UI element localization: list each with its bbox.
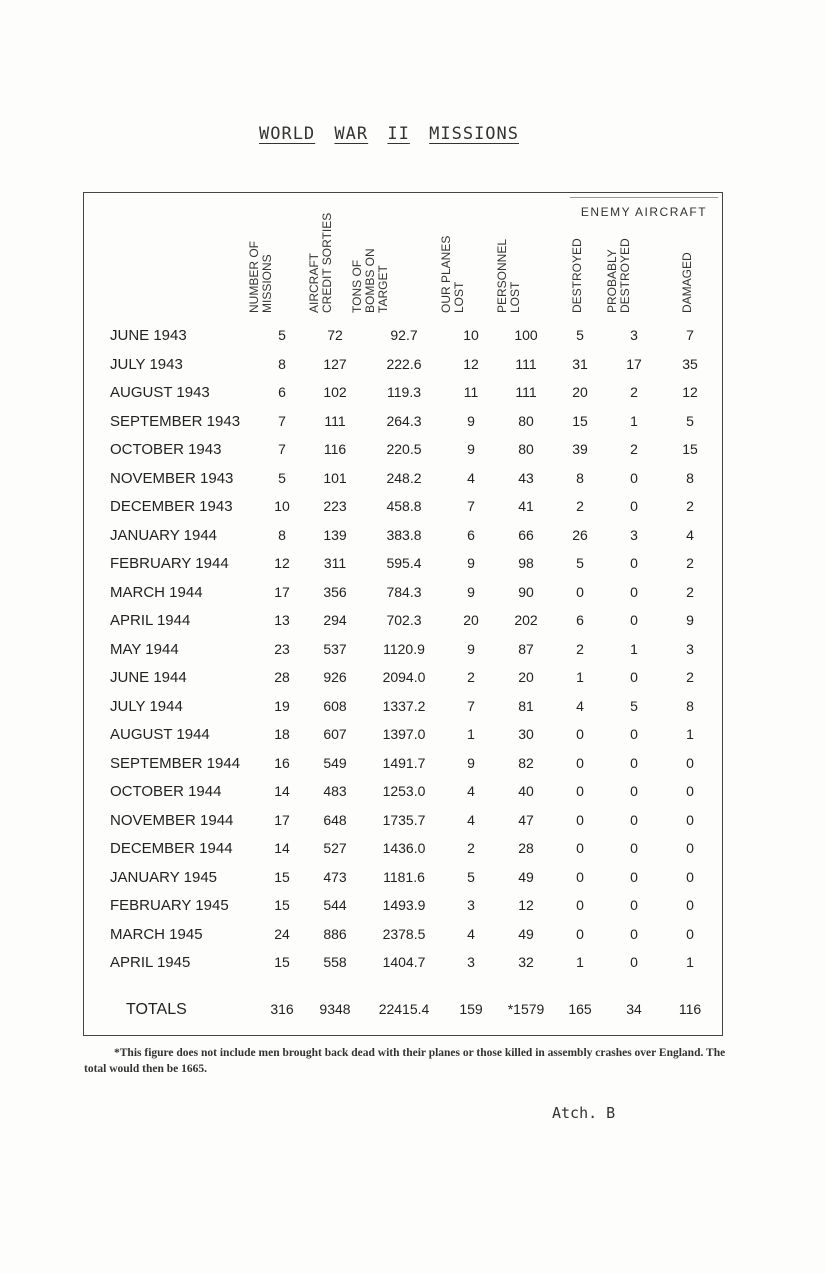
month-cell: JANUARY 1944 [110,526,218,544]
column-header-damaged [680,213,720,313]
cell-probably-destroyed: 1 [630,640,638,657]
cell-tons: 1404.7 [382,954,426,970]
month-cell: OCTOBER 1944 [110,783,222,800]
cell-planes-lost: 2 [467,840,475,856]
cell-planes-lost: 11 [463,384,479,400]
cell-planes-lost: 7 [467,697,475,714]
month-cell: SEPTEMBER 1944 [110,754,241,772]
cell-damaged: 2 [686,583,694,600]
cell-planes-lost: 159 [459,1000,483,1017]
month-cell: FEBRUARY 1944 [110,555,229,572]
column-header-label: DESTROYED [570,238,584,313]
month-cell: AUGUST 1944 [110,726,210,743]
cell-tons: 1337.2 [382,697,426,714]
cell-planes-lost: 9 [467,640,475,657]
cell-planes-lost: 2 [467,669,475,685]
column-header-label: OUR PLANES LOST [439,235,466,313]
cell-damaged: 2 [686,555,694,571]
column-header-label: PERSONNEL LOST [495,238,522,313]
cell-planes-lost: 9 [467,441,475,457]
table-row [84,897,722,925]
cell-missions: 5 [278,327,286,343]
cell-damaged: 12 [682,384,698,400]
cell-missions: 7 [278,412,286,429]
column-header-planes-lost [439,213,492,313]
cell-damaged: 4 [686,526,694,543]
cell-probably-destroyed: 0 [630,726,638,742]
cell-personnel-lost: 202 [514,612,538,628]
cell-tons: 222.6 [386,355,422,372]
column-header-label: TONS OF BOMBS ON TARGET [350,248,390,313]
cell-destroyed: 4 [576,697,584,714]
cell-missions: 16 [274,754,290,771]
cell-personnel-lost: 87 [518,640,534,657]
cell-damaged: 9 [686,612,694,628]
cell-personnel-lost: 90 [518,583,534,600]
cell-planes-lost: 9 [467,754,475,771]
table-row [84,612,722,640]
title-word: MISSIONS [429,124,520,144]
column-header-label: DAMAGED [680,252,694,313]
cell-sorties: 537 [323,640,347,657]
cell-missions: 5 [278,469,286,486]
month-cell: JULY 1943 [110,355,183,373]
cell-sorties: 101 [323,469,347,486]
column-header-label: PROBABLY DESTROYED [605,238,632,313]
cell-planes-lost: 6 [467,526,475,543]
cell-destroyed: 0 [576,868,584,885]
column-header-probably-destroyed [605,213,658,313]
table-row [84,669,722,697]
cell-tons: 1436.0 [382,840,426,856]
month-cell: NOVEMBER 1944 [110,811,234,829]
column-header-missions [247,213,300,313]
cell-planes-lost: 1 [467,726,475,742]
cell-sorties: 9348 [319,1000,351,1017]
table-row [84,954,722,982]
cell-destroyed: 5 [576,327,584,343]
table-row [84,584,722,612]
cell-probably-destroyed: 0 [630,925,638,942]
cell-sorties: 116 [323,441,347,457]
title-word: WAR [334,124,369,144]
month-cell: JUNE 1944 [110,669,187,686]
cell-sorties: 72 [327,327,343,343]
cell-destroyed: 0 [576,783,584,799]
cell-probably-destroyed: 2 [630,384,638,400]
column-header-destroyed [570,213,610,313]
totals-label: TOTALS [126,1000,187,1018]
month-cell: APRIL 1944 [110,612,191,629]
cell-probably-destroyed: 0 [630,811,638,828]
cell-damaged: 8 [686,697,694,714]
cell-tons: 784.3 [386,583,422,600]
cell-sorties: 648 [323,811,347,828]
cell-missions: 14 [274,840,290,856]
cell-damaged: 1 [686,954,694,970]
attachment-label: Atch. B [552,1104,616,1122]
cell-missions: 7 [278,441,286,457]
cell-damaged: 0 [686,868,694,885]
cell-missions: 15 [274,868,290,885]
cell-tons: 595.4 [386,555,422,571]
cell-damaged: 2 [686,669,694,685]
cell-personnel-lost: 98 [518,555,534,571]
cell-missions: 17 [274,811,290,828]
month-cell: DECEMBER 1943 [110,498,233,515]
cell-probably-destroyed: 0 [630,498,638,514]
cell-personnel-lost: 32 [518,954,534,970]
cell-probably-destroyed: 0 [630,783,638,799]
cell-personnel-lost: 66 [518,526,534,543]
table-row [84,413,722,441]
cell-destroyed: 31 [572,355,588,372]
cell-destroyed: 5 [576,555,584,571]
cell-planes-lost: 20 [463,612,479,628]
table-row [84,698,722,726]
cell-tons: 1491.7 [382,754,426,771]
month-cell: DECEMBER 1944 [110,840,233,857]
column-header-label: AIRCRAFT CREDIT SORTIES [307,212,334,313]
cell-personnel-lost: 28 [518,840,534,856]
cell-missions: 8 [278,355,286,372]
cell-missions: 23 [274,640,290,657]
cell-probably-destroyed: 3 [630,327,638,343]
table-row [84,498,722,526]
cell-planes-lost: 4 [467,469,475,486]
cell-destroyed: 0 [576,925,584,942]
cell-personnel-lost: 82 [518,754,534,771]
cell-planes-lost: 3 [467,897,475,913]
month-cell: FEBRUARY 1945 [110,897,229,914]
cell-destroyed: 15 [572,412,588,429]
cell-damaged: 0 [686,783,694,799]
cell-probably-destroyed: 0 [630,840,638,856]
cell-tons: 220.5 [386,441,422,457]
cell-destroyed: 165 [568,1000,592,1017]
cell-tons: 458.8 [386,498,422,514]
cell-personnel-lost: 80 [518,412,534,429]
footnote: *This figure does not include men brought back dead with their planes or those killed in assembly crashes over England. The total would then be 1665. [84,1047,726,1075]
table-row [84,926,722,954]
cell-tons: 702.3 [386,612,422,628]
cell-sorties: 139 [323,526,347,543]
month-cell: SEPTEMBER 1943 [110,412,241,430]
cell-sorties: 608 [323,697,347,714]
cell-sorties: 607 [323,726,347,742]
cell-probably-destroyed: 34 [626,1000,642,1017]
cell-sorties: 356 [323,583,347,600]
cell-tons: 1253.0 [382,783,426,799]
cell-probably-destroyed: 0 [630,469,638,486]
enemy-aircraft-rule [570,197,718,198]
cell-damaged: 0 [686,925,694,942]
cell-missions: 15 [274,897,290,913]
cell-personnel-lost: 80 [518,441,534,457]
cell-sorties: 294 [323,612,347,628]
cell-tons: 264.3 [386,412,422,429]
table-row [84,641,722,669]
column-header-tons [350,213,416,313]
cell-damaged: 0 [686,754,694,771]
cell-planes-lost: 4 [467,925,475,942]
column-header-personnel-lost [495,213,548,313]
cell-sorties: 527 [323,840,347,856]
cell-probably-destroyed: 0 [630,897,638,913]
cell-tons: 2094.0 [382,669,426,685]
table-row [84,441,722,469]
table-row [84,470,722,498]
title-word: II [387,124,410,144]
cell-tons: 1181.6 [383,868,425,885]
table-row [84,869,722,897]
cell-missions: 17 [274,583,290,600]
cell-missions: 8 [278,526,286,543]
cell-sorties: 473 [323,868,347,885]
cell-missions: 12 [274,555,290,571]
cell-tons: 92.7 [390,327,418,343]
cell-sorties: 926 [323,669,347,685]
month-cell: NOVEMBER 1943 [110,469,234,487]
cell-sorties: 549 [323,754,347,771]
cell-destroyed: 0 [576,897,584,913]
cell-destroyed: 0 [576,811,584,828]
cell-personnel-lost: 30 [518,726,534,742]
table-row [84,726,722,754]
cell-missions: 316 [270,1000,294,1017]
cell-personnel-lost: 40 [518,783,534,799]
cell-probably-destroyed: 0 [630,868,638,885]
cell-probably-destroyed: 0 [630,669,638,685]
totals-row [84,1001,722,1029]
cell-tons: 119.3 [387,384,421,400]
month-cell: APRIL 1945 [110,954,191,971]
cell-planes-lost: 10 [463,327,479,343]
title-word: WORLD [258,124,316,144]
cell-tons: 22415.4 [378,1000,430,1017]
month-cell: AUGUST 1943 [110,384,210,401]
cell-personnel-lost: 12 [518,897,534,913]
cell-sorties: 483 [323,783,347,799]
cell-tons: 2378.5 [382,925,426,942]
cell-probably-destroyed: 2 [630,441,638,457]
cell-personnel-lost: 49 [518,925,534,942]
column-header-label: NUMBER OF MISSIONS [247,241,274,313]
table-row [84,327,722,355]
cell-personnel-lost: 47 [518,811,534,828]
cell-destroyed: 0 [576,583,584,600]
cell-personnel-lost: 43 [518,469,534,486]
month-cell: MARCH 1945 [110,925,203,943]
cell-probably-destroyed: 0 [630,954,638,970]
cell-probably-destroyed: 0 [630,555,638,571]
cell-sorties: 886 [323,925,347,942]
cell-probably-destroyed: 0 [630,754,638,771]
cell-planes-lost: 3 [467,954,475,970]
cell-damaged: 5 [686,412,694,429]
month-cell: JULY 1944 [110,697,183,715]
cell-damaged: 15 [682,441,698,457]
cell-planes-lost: 4 [467,783,475,799]
cell-destroyed: 26 [572,526,588,543]
cell-sorties: 111 [324,412,346,429]
cell-probably-destroyed: 1 [630,412,638,429]
enemy-aircraft-header: ENEMY AIRCRAFT [580,205,708,219]
table-row [84,755,722,783]
cell-sorties: 558 [323,954,347,970]
cell-planes-lost: 7 [467,498,475,514]
month-cell: OCTOBER 1943 [110,441,222,458]
cell-tons: 1397.0 [382,726,426,742]
month-cell: JANUARY 1945 [110,868,218,886]
cell-damaged: 2 [686,498,694,514]
cell-damaged: 1 [686,726,694,742]
cell-sorties: 223 [323,498,347,514]
cell-missions: 18 [274,726,290,742]
cell-planes-lost: 9 [467,412,475,429]
cell-sorties: 311 [323,555,347,571]
cell-personnel-lost: *1579 [507,1000,545,1017]
cell-missions: 19 [274,697,290,714]
cell-tons: 383.8 [386,526,422,543]
cell-personnel-lost: 100 [514,327,538,343]
cell-missions: 6 [278,384,286,400]
cell-destroyed: 8 [576,469,584,486]
table-row [84,384,722,412]
cell-missions: 10 [274,498,290,514]
cell-planes-lost: 12 [463,355,479,372]
cell-probably-destroyed: 17 [626,355,642,372]
cell-destroyed: 1 [576,669,584,685]
cell-damaged: 8 [686,469,694,486]
cell-tons: 248.2 [386,469,422,486]
cell-personnel-lost: 49 [518,868,534,885]
cell-destroyed: 0 [576,726,584,742]
cell-destroyed: 0 [576,840,584,856]
cell-missions: 15 [274,954,290,970]
cell-damaged: 0 [686,840,694,856]
page-title [0,124,778,144]
cell-sorties: 127 [323,355,347,372]
cell-destroyed: 6 [576,612,584,628]
cell-tons: 1493.9 [382,897,426,913]
missions-table [83,192,723,1036]
cell-missions: 24 [274,925,290,942]
cell-personnel-lost: 81 [518,697,534,714]
cell-destroyed: 2 [576,498,584,514]
cell-damaged: 3 [686,640,694,657]
cell-personnel-lost: 20 [518,669,534,685]
month-cell: MAY 1944 [110,640,179,658]
cell-probably-destroyed: 3 [630,526,638,543]
cell-missions: 28 [274,669,290,685]
cell-damaged: 35 [682,355,698,372]
table-row [84,783,722,811]
cell-planes-lost: 9 [467,583,475,600]
cell-sorties: 102 [323,384,347,400]
cell-missions: 13 [274,612,290,628]
cell-personnel-lost: 111 [515,384,537,400]
table-row [84,555,722,583]
cell-destroyed: 1 [576,954,584,970]
table-row [84,527,722,555]
cell-planes-lost: 5 [467,868,475,885]
cell-destroyed: 2 [576,640,584,657]
cell-destroyed: 39 [572,441,588,457]
cell-missions: 14 [274,783,290,799]
cell-sorties: 544 [323,897,347,913]
cell-probably-destroyed: 0 [630,612,638,628]
table-row [84,840,722,868]
cell-personnel-lost: 41 [518,498,534,514]
cell-damaged: 0 [686,811,694,828]
cell-planes-lost: 9 [467,555,475,571]
cell-damaged: 0 [686,897,694,913]
table-row [84,356,722,384]
cell-damaged: 116 [678,1000,702,1017]
cell-tons: 1735.7 [382,811,426,828]
cell-damaged: 7 [686,327,694,343]
cell-destroyed: 20 [572,384,588,400]
cell-probably-destroyed: 5 [630,697,638,714]
cell-tons: 1120.9 [383,640,425,657]
cell-planes-lost: 4 [467,811,475,828]
cell-probably-destroyed: 0 [630,583,638,600]
cell-personnel-lost: 111 [515,355,537,372]
month-cell: MARCH 1944 [110,583,203,601]
cell-destroyed: 0 [576,754,584,771]
month-cell: JUNE 1943 [110,327,187,344]
table-row [84,812,722,840]
